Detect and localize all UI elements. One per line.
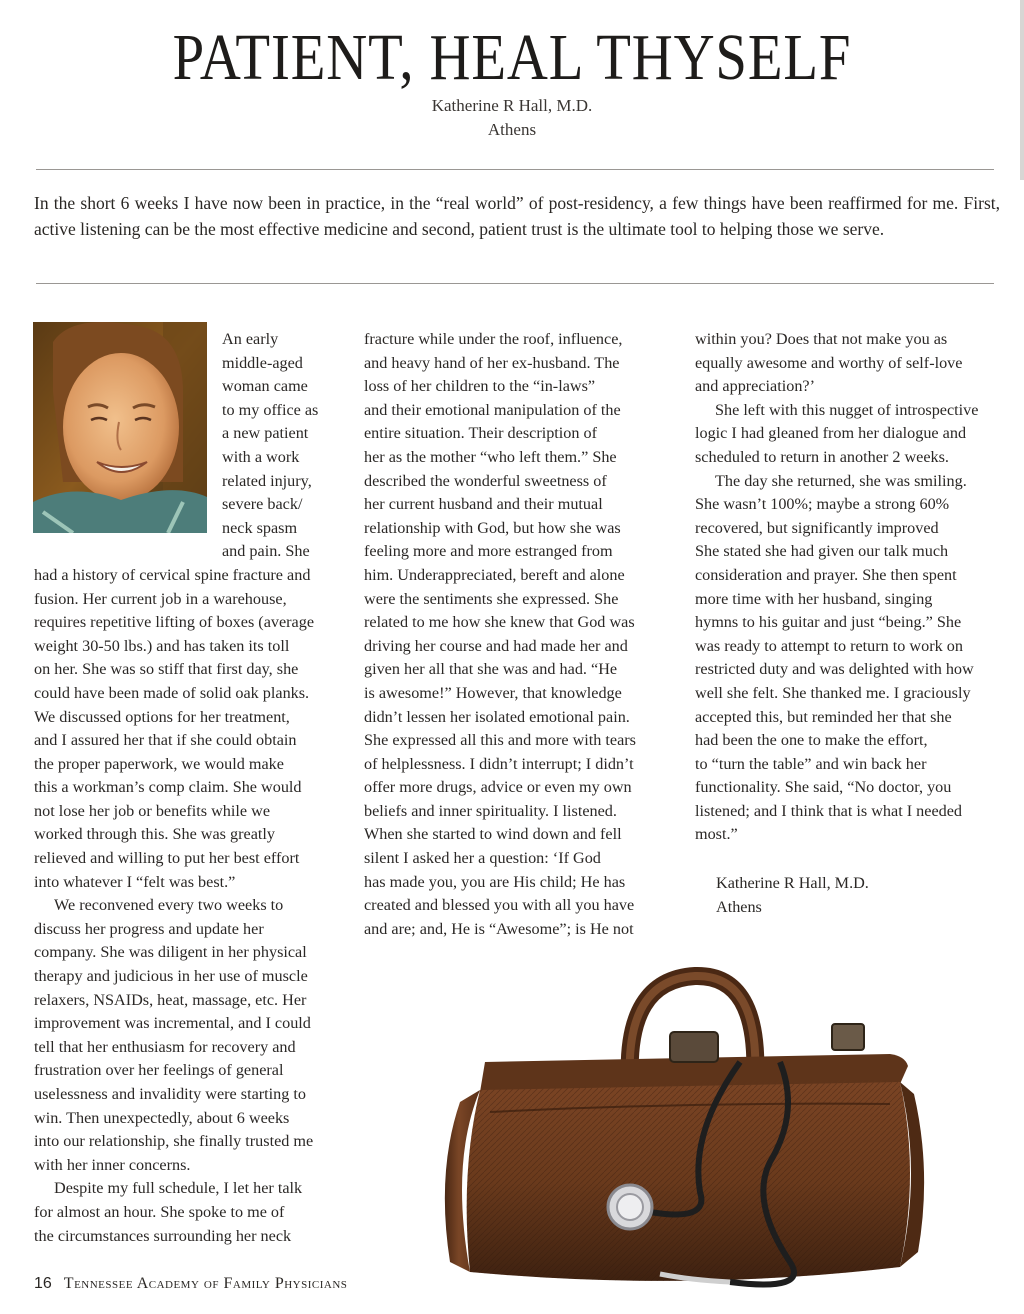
text-line: entire situation. Their description of <box>364 424 598 443</box>
page-edge-shadow <box>1020 0 1024 180</box>
signature-location: Athens <box>716 898 762 916</box>
text-line: with her inner concerns. <box>34 1155 191 1174</box>
text-line: loss of her children to the “in-laws” <box>364 377 596 396</box>
divider-bottom <box>36 283 994 284</box>
article-title: PATIENT, HEAL THYSELF <box>172 21 852 94</box>
divider-top <box>36 169 994 170</box>
text-line: the circumstances surrounding her neck <box>34 1226 292 1245</box>
text-line: win. Then unexpectedly, about 6 weeks <box>34 1108 290 1127</box>
text-line: within you? Does that not make you as <box>695 330 948 348</box>
text-line: middle-aged <box>222 353 303 372</box>
text-line: scheduled to return in another 2 weeks. <box>695 447 949 466</box>
text-line: silent I asked her a question: ‘If God <box>364 849 601 868</box>
text-line: weight 30-50 lbs.) and has taken its toll <box>34 636 290 655</box>
text-line: not lose her job or benefits while we <box>34 801 271 820</box>
text-line: him. Underappreciated, bereft and alone <box>364 565 625 584</box>
text-line: didn’t lessen her isolated emotional pain. <box>364 707 630 726</box>
text-line: An early <box>222 330 279 348</box>
text-line: She wasn’t 100%; maybe a strong 60% <box>695 495 950 514</box>
signature-name: Katherine R Hall, M.D. <box>716 874 869 892</box>
text-line: neck spasm <box>222 518 298 537</box>
text-line: company. She was diligent in her physical <box>34 943 307 962</box>
text-line: given her all that she was and had. “He <box>364 660 618 679</box>
text-line: She expressed all this and more with tears <box>364 731 636 750</box>
text-line: is awesome!” However, that knowledge <box>364 683 622 702</box>
text-line: most.” <box>695 825 738 844</box>
text-line: listened; and I think that is what I needed <box>695 801 963 820</box>
article-column-3 <box>695 328 995 847</box>
text-line: fusion. Her current job in a warehouse, <box>34 589 287 608</box>
text-line: requires repetitive lifting of boxes (average <box>34 613 315 632</box>
text-line: woman came <box>222 377 308 396</box>
text-line: consideration and prayer. She then spent <box>695 565 957 584</box>
article-column-2 <box>364 328 664 941</box>
page-footer <box>34 1275 347 1293</box>
text-line: restricted duty and was delighted with how <box>695 660 974 679</box>
text-line: accepted this, but reminded her that she <box>695 707 952 726</box>
text-line: offer more drugs, advice or even my own <box>364 778 632 797</box>
text-line: feeling more and more estranged from <box>364 542 613 561</box>
text-line: the proper paperwork, we would make <box>34 754 284 773</box>
text-line: beliefs and inner spirituality. I listened. <box>364 801 617 820</box>
text-line: related injury, <box>222 471 312 490</box>
text-line: She stated she had given our talk much <box>695 542 949 561</box>
text-line: into our relationship, she finally trusted me <box>34 1132 314 1151</box>
text-line: has made you, you are His child; He has <box>364 872 626 891</box>
publication-name: Tennessee Academy of Family Physicians <box>63 1275 348 1292</box>
text-line: equally awesome and worthy of self-love <box>695 353 963 372</box>
text-line: She left with this nugget of introspective <box>715 400 979 419</box>
text-line: driving her course and had made her and <box>364 636 628 655</box>
text-line: Despite my full schedule, I let her talk <box>54 1179 303 1198</box>
text-line: discuss her progress and update her <box>34 919 264 938</box>
intro-paragraph: In the short 6 weeks I have now been in practice, in the “real world” of post-residency, a few things have been reaffirmed for me. First, active listening can be the most effective medicine and second, patient trust is the ultimate tool to helping those we serve. <box>34 193 1000 239</box>
text-line: relationship with God, but how she was <box>364 518 621 537</box>
doctor-bag-illustration <box>430 962 950 1297</box>
page-number: 16 <box>34 1275 52 1292</box>
text-line: functionality. She said, “No doctor, you <box>695 778 952 797</box>
text-line: to “turn the table” and win back her <box>695 754 927 773</box>
text-line: therapy and judicious in her use of muscle <box>34 967 308 986</box>
text-line: The day she returned, she was smiling. <box>715 471 967 490</box>
text-line: related to me how she knew that God was <box>364 613 635 632</box>
text-line: were the sentiments she expressed. She <box>364 589 619 608</box>
text-line: and heavy hand of her ex-husband. The <box>364 353 620 372</box>
text-line: recovered, but significantly improved <box>695 518 939 537</box>
text-line: When she started to wind down and fell <box>364 825 622 844</box>
text-line: worked through this. She was greatly <box>34 825 275 844</box>
text-line: We reconvened every two weeks to <box>54 896 284 915</box>
text-line: fracture while under the roof, influence, <box>364 330 623 348</box>
text-line: described the wonderful sweetness of <box>364 471 607 490</box>
text-line: of helplessness. I didn’t interrupt; I didn’t <box>364 754 634 773</box>
text-line: into whatever I “felt was best.” <box>34 872 236 891</box>
text-line: a new patient <box>222 424 309 443</box>
text-line: created and blessed you with all you have <box>364 896 635 915</box>
text-line: had a history of cervical spine fracture and <box>34 565 311 584</box>
text-line: We discussed options for her treatment, <box>34 707 290 726</box>
text-line: frustration over her feelings of general <box>34 1061 284 1080</box>
text-line: with a work <box>222 447 300 466</box>
text-line: and appreciation?’ <box>695 377 815 396</box>
text-line: her current husband and their mutual <box>364 495 603 514</box>
text-line: well she felt. She thanked me. I graciously <box>695 683 971 702</box>
text-line: to my office as <box>222 400 319 419</box>
text-line: severe back/ <box>222 495 303 514</box>
text-line: improvement was incremental, and I could <box>34 1014 311 1033</box>
text-line: logic I had gleaned from her dialogue and <box>695 424 967 443</box>
text-line: on her. She was so stiff that first day, she <box>34 660 299 679</box>
text-line: for almost an hour. She spoke to me of <box>34 1202 285 1221</box>
text-line: was ready to attempt to return to work on <box>695 636 963 655</box>
text-line: this a workman’s comp claim. She would <box>34 778 302 797</box>
text-line: uselessness and invalidity were starting to <box>34 1085 306 1103</box>
text-line: had been the one to make the effort, <box>695 731 928 750</box>
text-line: and pain. She <box>222 542 310 561</box>
text-line: relaxers, NSAIDs, heat, massage, etc. Her <box>34 990 307 1009</box>
text-line: and I assured her that if she could obtain <box>34 731 297 750</box>
article-author: Katherine R Hall, M.D. <box>431 96 593 115</box>
text-line: hymns to his guitar and just “being.” She <box>695 613 962 632</box>
text-line: tell that her enthusiasm for recovery and <box>34 1037 296 1056</box>
text-line: could have been made of solid oak planks. <box>34 683 310 702</box>
text-line: and are; and, He is “Awesome”; is He not <box>364 919 634 938</box>
text-line: more time with her husband, singing <box>695 589 933 608</box>
text-line: relieved and willing to put her best effort <box>34 849 300 868</box>
text-line: and their emotional manipulation of the <box>364 400 621 419</box>
text-line: her as the mother “who left them.” She <box>364 447 617 466</box>
article-column-1 <box>34 328 334 1248</box>
article-location: Athens <box>487 120 537 139</box>
